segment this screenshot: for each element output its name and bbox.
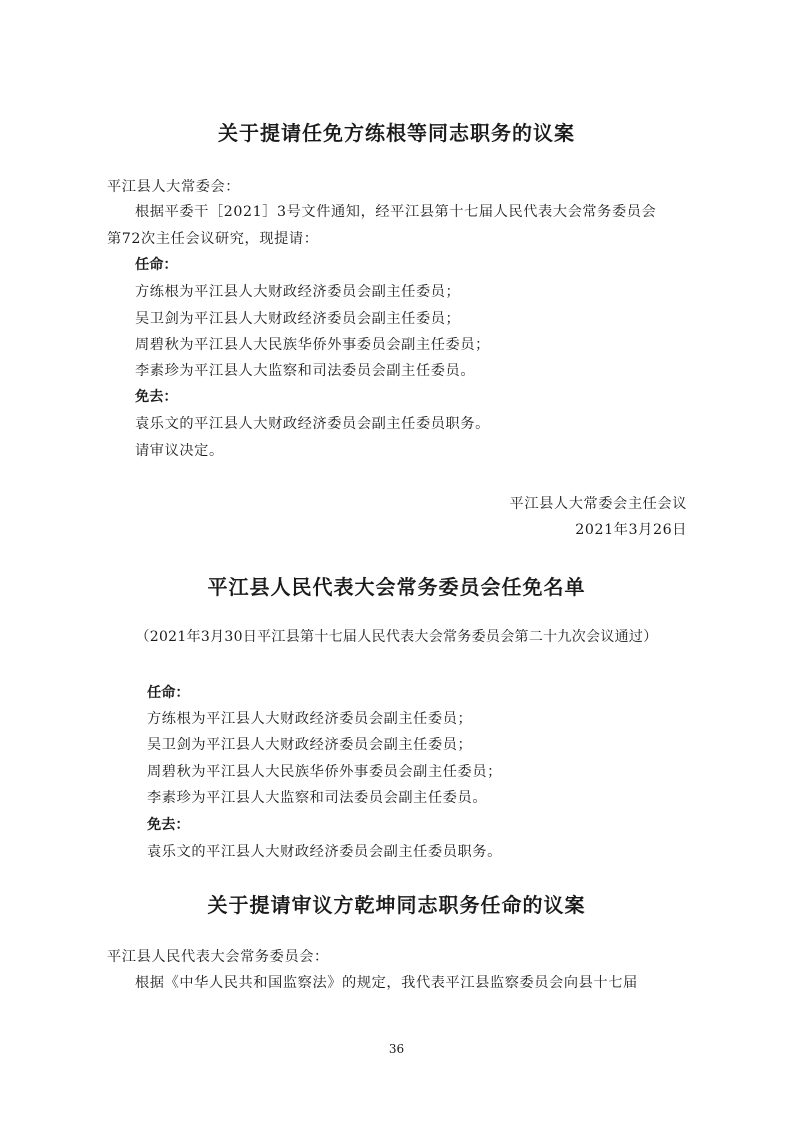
doc1-appoint-item: 吴卫剑为平江县人大财政经济委员会副主任委员； <box>135 311 461 327</box>
doc1-date: 2021年3月26日 <box>575 522 687 538</box>
doc1-signature: 平江县人大常委会主任会议 <box>509 496 687 512</box>
doc1-paragraph-line2: 第72次主任会议研究，现提请： <box>107 231 319 247</box>
doc1-title: 关于提请任免方练根等同志职务的议案 <box>218 121 575 145</box>
doc1-remove-label: 免去： <box>135 389 178 405</box>
doc1-appoint-item: 周碧秋为平江县人大民族华侨外事委员会副主任委员； <box>135 337 490 353</box>
doc2-remove-item: 袁乐文的平江县人大财政经济委员会副主任委员职务。 <box>147 844 502 860</box>
doc1-appoint-label: 任命： <box>135 257 178 273</box>
doc2-appoint-label: 任命： <box>147 685 190 701</box>
doc3-title: 关于提请审议方乾坤同志职务任命的议案 <box>207 893 586 917</box>
doc3-addressee: 平江县人民代表大会常务委员会： <box>107 949 329 965</box>
doc2-appoint-item: 方练根为平江县人大财政经济委员会副主任委员； <box>147 711 473 727</box>
doc2-remove-label: 免去： <box>147 817 190 833</box>
doc1-appoint-item: 方练根为平江县人大财政经济委员会副主任委员； <box>135 284 461 300</box>
doc1-appoint-item: 李素珍为平江县人大监察和司法委员会副主任委员。 <box>135 363 476 379</box>
doc2-appoint-item: 李素珍为平江县人大监察和司法委员会副主任委员。 <box>147 790 488 806</box>
doc2-subtitle: （2021年3月30日平江县第十七届人民代表大会常务委员会第二十九次会议通过） <box>135 629 658 645</box>
doc1-remove-item: 袁乐文的平江县人大财政经济委员会副主任委员职务。 <box>135 416 490 432</box>
doc1-addressee: 平江县人大常委会： <box>107 179 241 195</box>
doc1-paragraph-line1: 根据平委干［2021］3号文件通知，经平江县第十七届人民代表大会常务委员会 <box>135 204 657 220</box>
doc2-appoint-item: 周碧秋为平江县人大民族华侨外事委员会副主任委员； <box>147 764 502 780</box>
page-number: 36 <box>388 1042 405 1056</box>
doc3-paragraph-line1: 根据《中华人民共和国监察法》的规定，我代表平江县监察委员会向县十七届 <box>135 975 638 991</box>
doc2-title: 平江县人民代表大会常务委员会任免名单 <box>207 575 586 599</box>
doc2-appoint-item: 吴卫剑为平江县人大财政经济委员会副主任委员； <box>147 737 473 753</box>
doc1-closing: 请审议决定。 <box>135 443 224 459</box>
